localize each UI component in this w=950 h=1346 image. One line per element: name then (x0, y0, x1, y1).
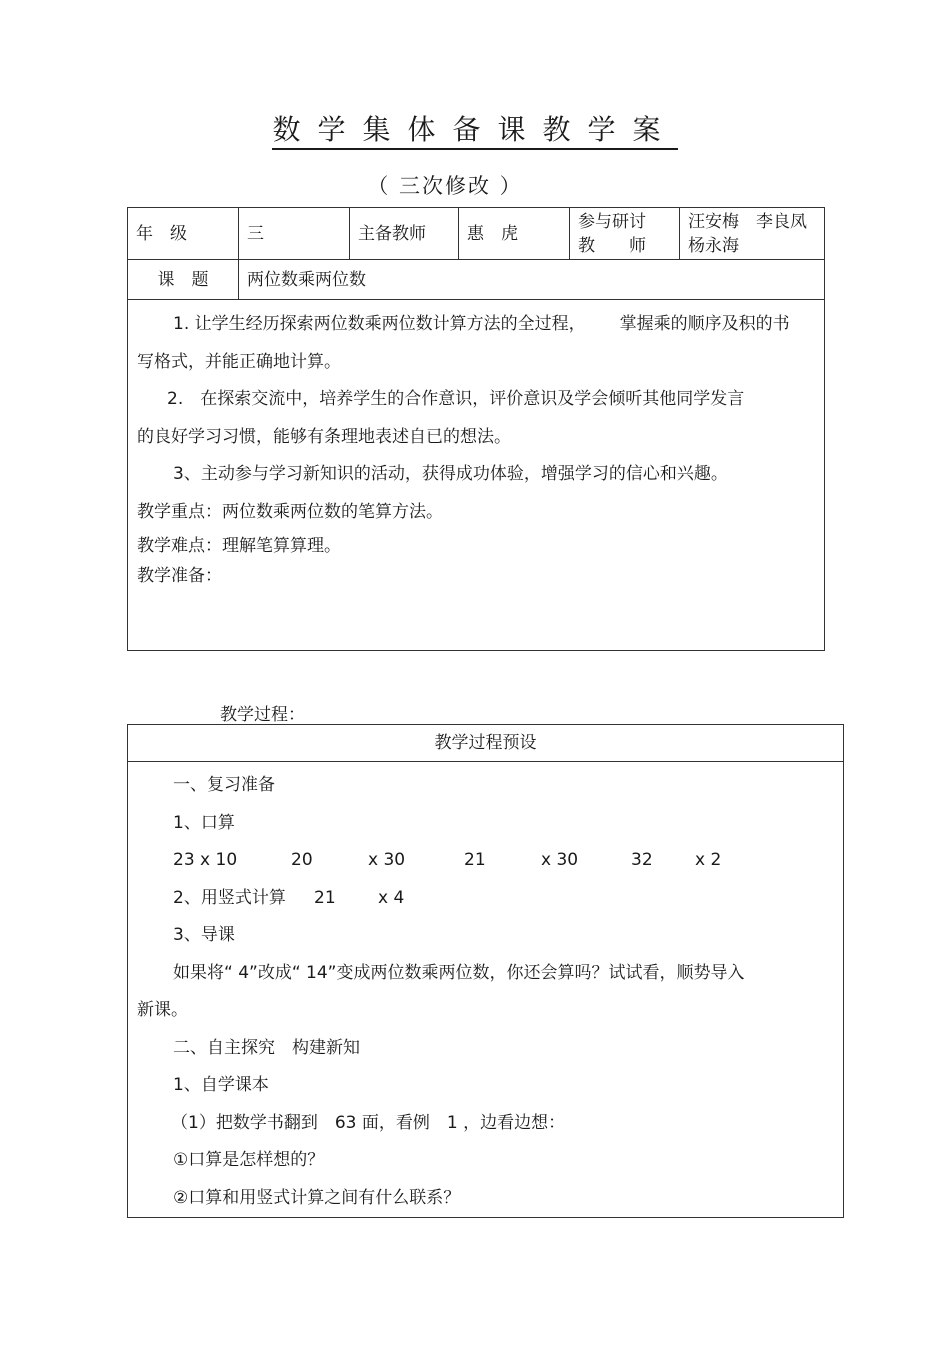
lead-in-heading: 3、导课 (173, 925, 235, 945)
lesson-info-table (127, 207, 825, 651)
self-study-step: （1）把数学书翻到 63 面，看例 1 ，边看边想： (171, 1112, 566, 1133)
info-row (128, 208, 825, 260)
revision-subtitle: （ 三次修改 ） (367, 174, 523, 198)
oral-calc-line: 23 x 10 20 x 30 21 x 30 32 x 2 (173, 850, 722, 870)
process-body (128, 762, 844, 1218)
objective-2: 2. 在探索交流中，培养学生的合作意识，评价意识及学会倾听其他同学发言 (167, 389, 745, 409)
topic-label: 课 题 (128, 260, 239, 300)
objective-1: 1. 让学生经历探索两位数乘两位数计算方法的全过程， 掌握乘的顺序及积的书 (173, 314, 790, 334)
section-review: 一、复习准备 (173, 775, 275, 795)
objectives-cell (128, 300, 825, 651)
difficulty: 教学难点：理解笔算算理。 (137, 536, 341, 556)
objective-1-cont: 写格式，并能正确地计算。 (137, 351, 341, 372)
self-study-heading: 1、自学课本 (173, 1075, 269, 1095)
question-2: ②口算和用竖式计算之间有什么联系？ (173, 1187, 461, 1208)
objective-2-cont: 的良好学习习惯，能够有条理地表述自已的想法。 (137, 426, 511, 447)
objective-3: 3、主动参与学习新知识的活动，获得成功体验，增强学习的信心和兴趣。 (173, 464, 728, 484)
oral-calc-heading: 1、口算 (173, 812, 235, 833)
key-point: 教学重点：两位数乘两位数的笔算方法。 (137, 501, 443, 522)
preparation: 教学准备： (137, 566, 222, 586)
topic-row (128, 260, 825, 300)
research-teacher-label: 参与研讨 教 师 (570, 208, 680, 260)
grade-value: 三 (239, 208, 350, 260)
process-label: 教学过程： (220, 705, 305, 725)
research-teacher-value: 汪安梅 李良凤 杨永海 (680, 208, 825, 260)
section-explore: 二、自主探究 构建新知 (173, 1037, 360, 1058)
objectives-row (128, 300, 825, 651)
process-header-row (128, 725, 844, 762)
topic-value: 两位数乘两位数 (239, 260, 825, 300)
process-body-row (128, 762, 844, 1218)
main-teacher-value: 惠 虎 (459, 208, 570, 260)
lead-in-text-cont: 新课。 (137, 1000, 188, 1020)
lead-in-text: 如果将“ 4”改成“ 14”变成两位数乘两位数，你还会算吗？试试看，顺势导入 (173, 962, 745, 983)
document-title: 数学集体备课教学案 (0, 112, 950, 148)
grade-label: 年 级 (128, 208, 239, 260)
process-header: 教学过程预设 (128, 725, 844, 762)
main-teacher-label: 主备教师 (350, 208, 459, 260)
teaching-process-table (127, 724, 844, 1218)
question-1: ①口算是怎样想的？ (173, 1150, 325, 1170)
vertical-calc-line: 2、用竖式计算 21 x 4 (173, 887, 405, 908)
